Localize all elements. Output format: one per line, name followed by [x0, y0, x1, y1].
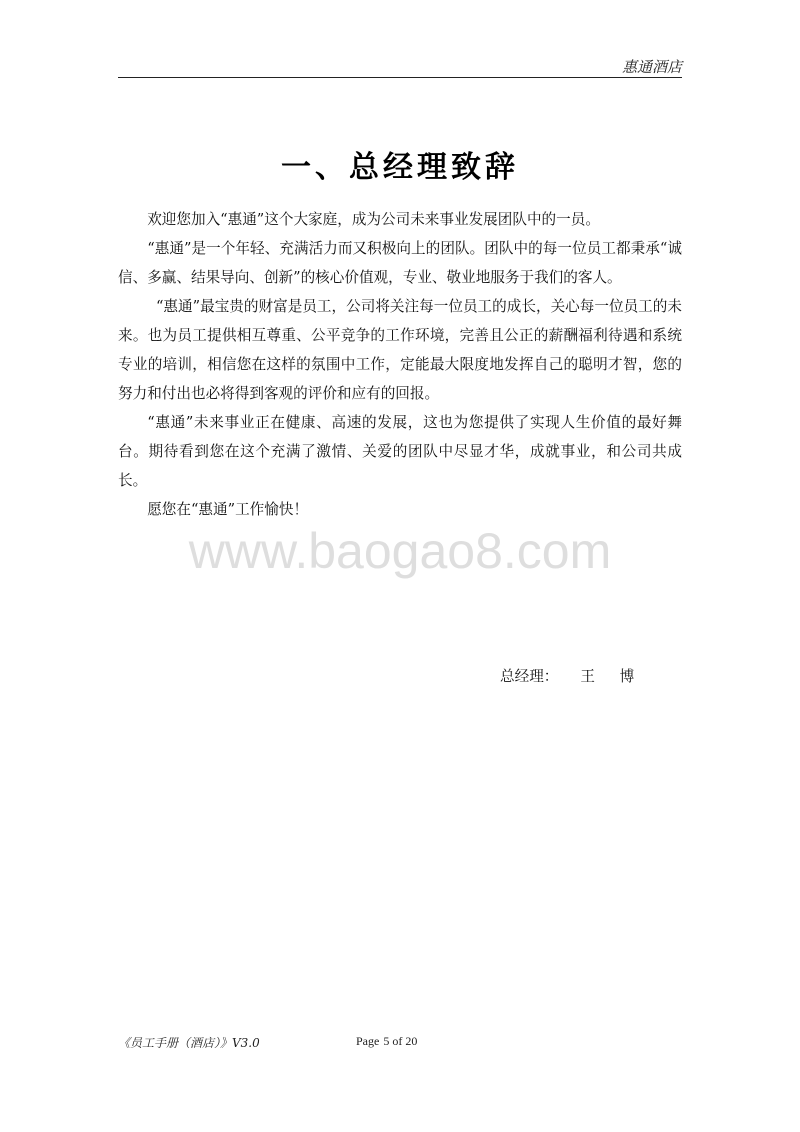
footer-page-count: 5 of 20 — [383, 1034, 418, 1048]
footer-page-number — [356, 1034, 417, 1049]
speech-body — [118, 205, 682, 524]
signature-name: 王 博 — [580, 668, 645, 685]
signature — [500, 665, 644, 686]
header-divider — [118, 77, 682, 78]
header-hotel-name: 惠通酒店 — [621, 58, 682, 76]
footer-page-word: Page — [356, 1034, 380, 1048]
page-title: 一、总经理致辞 — [281, 150, 519, 185]
paragraph-employees: “惠通”最宝贵的财富是员工，公司将关注每一位员工的成长，关心每一位员工的未来。也为员工提供相互尊重、公平竞争的工作环境，完善且公正的薪酬福利待遇和系统专业的培训，相信您在这样的氛围中工作，定能最大限度地发挥自己的聪明才智，您的努力和付出也必将得到客观的评价和应有的回报。 — [118, 298, 682, 402]
signature-label: 总经理： — [500, 668, 559, 685]
footer-manual-title: 《员工手册（酒店）》V3.0 — [118, 1036, 260, 1050]
paragraph-welcome: 欢迎您加入“惠通”这个大家庭，成为公司未来事业发展团队中的一员。 — [147, 211, 600, 228]
watermark: www.baogao8.com — [188, 523, 612, 579]
paragraph-team: “惠通”是一个年轻、充满活力而又积极向上的团队。团队中的每一位员工都秉承“诚信、多赢、结果导向、创新”的核心价值观，专业、敬业地服务于我们的客人。 — [118, 240, 682, 286]
paragraph-closing: 愿您在“惠通”工作愉快！ — [147, 501, 309, 518]
paragraph-future: “惠通”未来事业正在健康、高速的发展，这也为您提供了实现人生价值的最好舞台。期待看到您在这个充满了激情、关爱的团队中尽显才华，成就事业，和公司共成长。 — [118, 414, 682, 489]
